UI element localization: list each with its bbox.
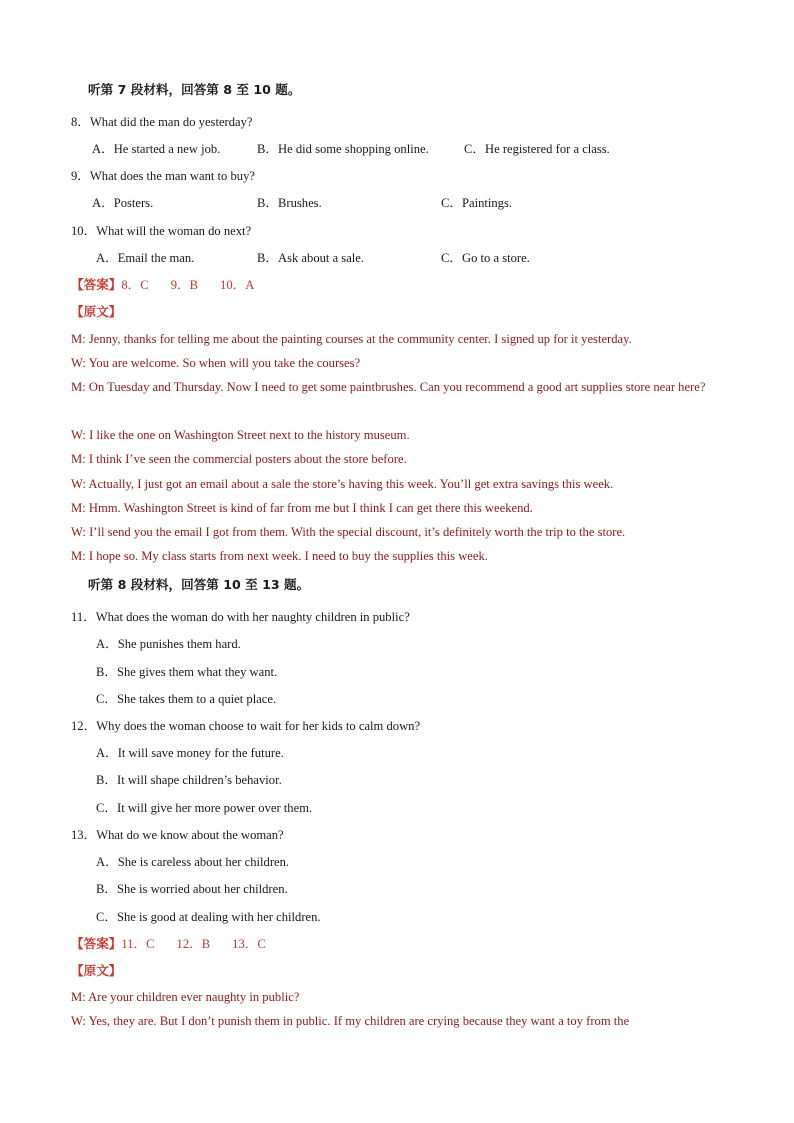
option-b: B．Ask about a sale. [257,251,365,265]
option-a: A．She is careless about her children. [96,855,290,869]
transcript-line: W: Yes, they are. But I don’t punish them in public. If my children are crying because they want a toy from the [71,1014,630,1028]
option-a: A．She punishes them hard. [96,637,241,651]
transcript-line: W: I like the one on Washington Street next to the history museum. [71,428,410,442]
option-c: C．She takes them to a quiet place. [96,692,277,706]
option-a: A．Email the man. [96,251,195,265]
option-b: B．It will shape children’s behavior. [96,773,282,787]
option-c: C．Paintings. [441,196,513,210]
section-heading: 听第 8 段材料，回答第 10 至 13 题。 [88,577,310,592]
transcript-line: M: Hmm. Washington Street is kind of far from me but I think I can get there this weekend. [71,501,533,515]
option-b: B．She gives them what they want. [96,665,278,679]
question-text: 8．What did the man do yesterday? [71,115,253,129]
question-text: 12．Why does the woman choose to wait for her kids to calm down? [71,719,421,733]
transcript-line: W: I’ll send you the email I got from them. With the special discount, it’s definitely worth the trip to the store. [71,525,626,539]
question-text: 10．What will the woman do next? [71,224,252,238]
option-b: B．She is worried about her children. [96,882,288,896]
answer-tag: 【答案】 [71,936,122,951]
option-c: C．It will give her more power over them. [96,801,313,815]
transcript-line: M: Jenny, thanks for telling me about the painting courses at the community center. I signed up for it yesterday. [71,332,632,346]
answer-line [71,277,254,293]
transcript-line: M: I hope so. My class starts from next week. I need to buy the supplies this week. [71,549,488,563]
section-heading: 听第 7 段材料，回答第 8 至 10 题。 [88,82,301,97]
transcript-tag: 【原文】 [71,304,122,319]
transcript-line: W: Actually, I just got an email about a sale the store’s having this week. You’ll get extra savings this week. [71,477,614,491]
question-text: 11．What does the woman do with her naughty children in public? [71,610,410,624]
transcript-line: W: You are welcome. So when will you take the courses? [71,356,361,370]
question-text: 13．What do we know about the woman? [71,828,284,842]
option-a: A．Posters. [92,196,154,210]
transcript-line: M: On Tuesday and Thursday. Now I need to get some paintbrushes. Can you recommend a good art supplies store near here? [71,380,706,394]
answer-values: 11．C 12．B 13．C [121,937,266,951]
answer-values: 8．C 9．B 10．A [121,278,255,292]
option-c: C．Go to a store. [441,251,530,265]
option-c: C．She is good at dealing with her children. [96,910,321,924]
transcript-line: M: Are your children ever naughty in public? [71,990,300,1004]
option-a: A．He started a new job. [92,142,221,156]
answer-tag: 【答案】 [71,277,122,292]
transcript-line: M: I think I’ve seen the commercial posters about the store before. [71,452,407,466]
question-text: 9．What does the man want to buy? [71,169,255,183]
option-b: B．He did some shopping online. [257,142,429,156]
option-a: A．It will save money for the future. [96,746,284,760]
answer-line [71,936,266,952]
option-b: B．Brushes. [257,196,322,210]
transcript-tag: 【原文】 [71,963,122,978]
option-c: C．He registered for a class. [464,142,610,156]
